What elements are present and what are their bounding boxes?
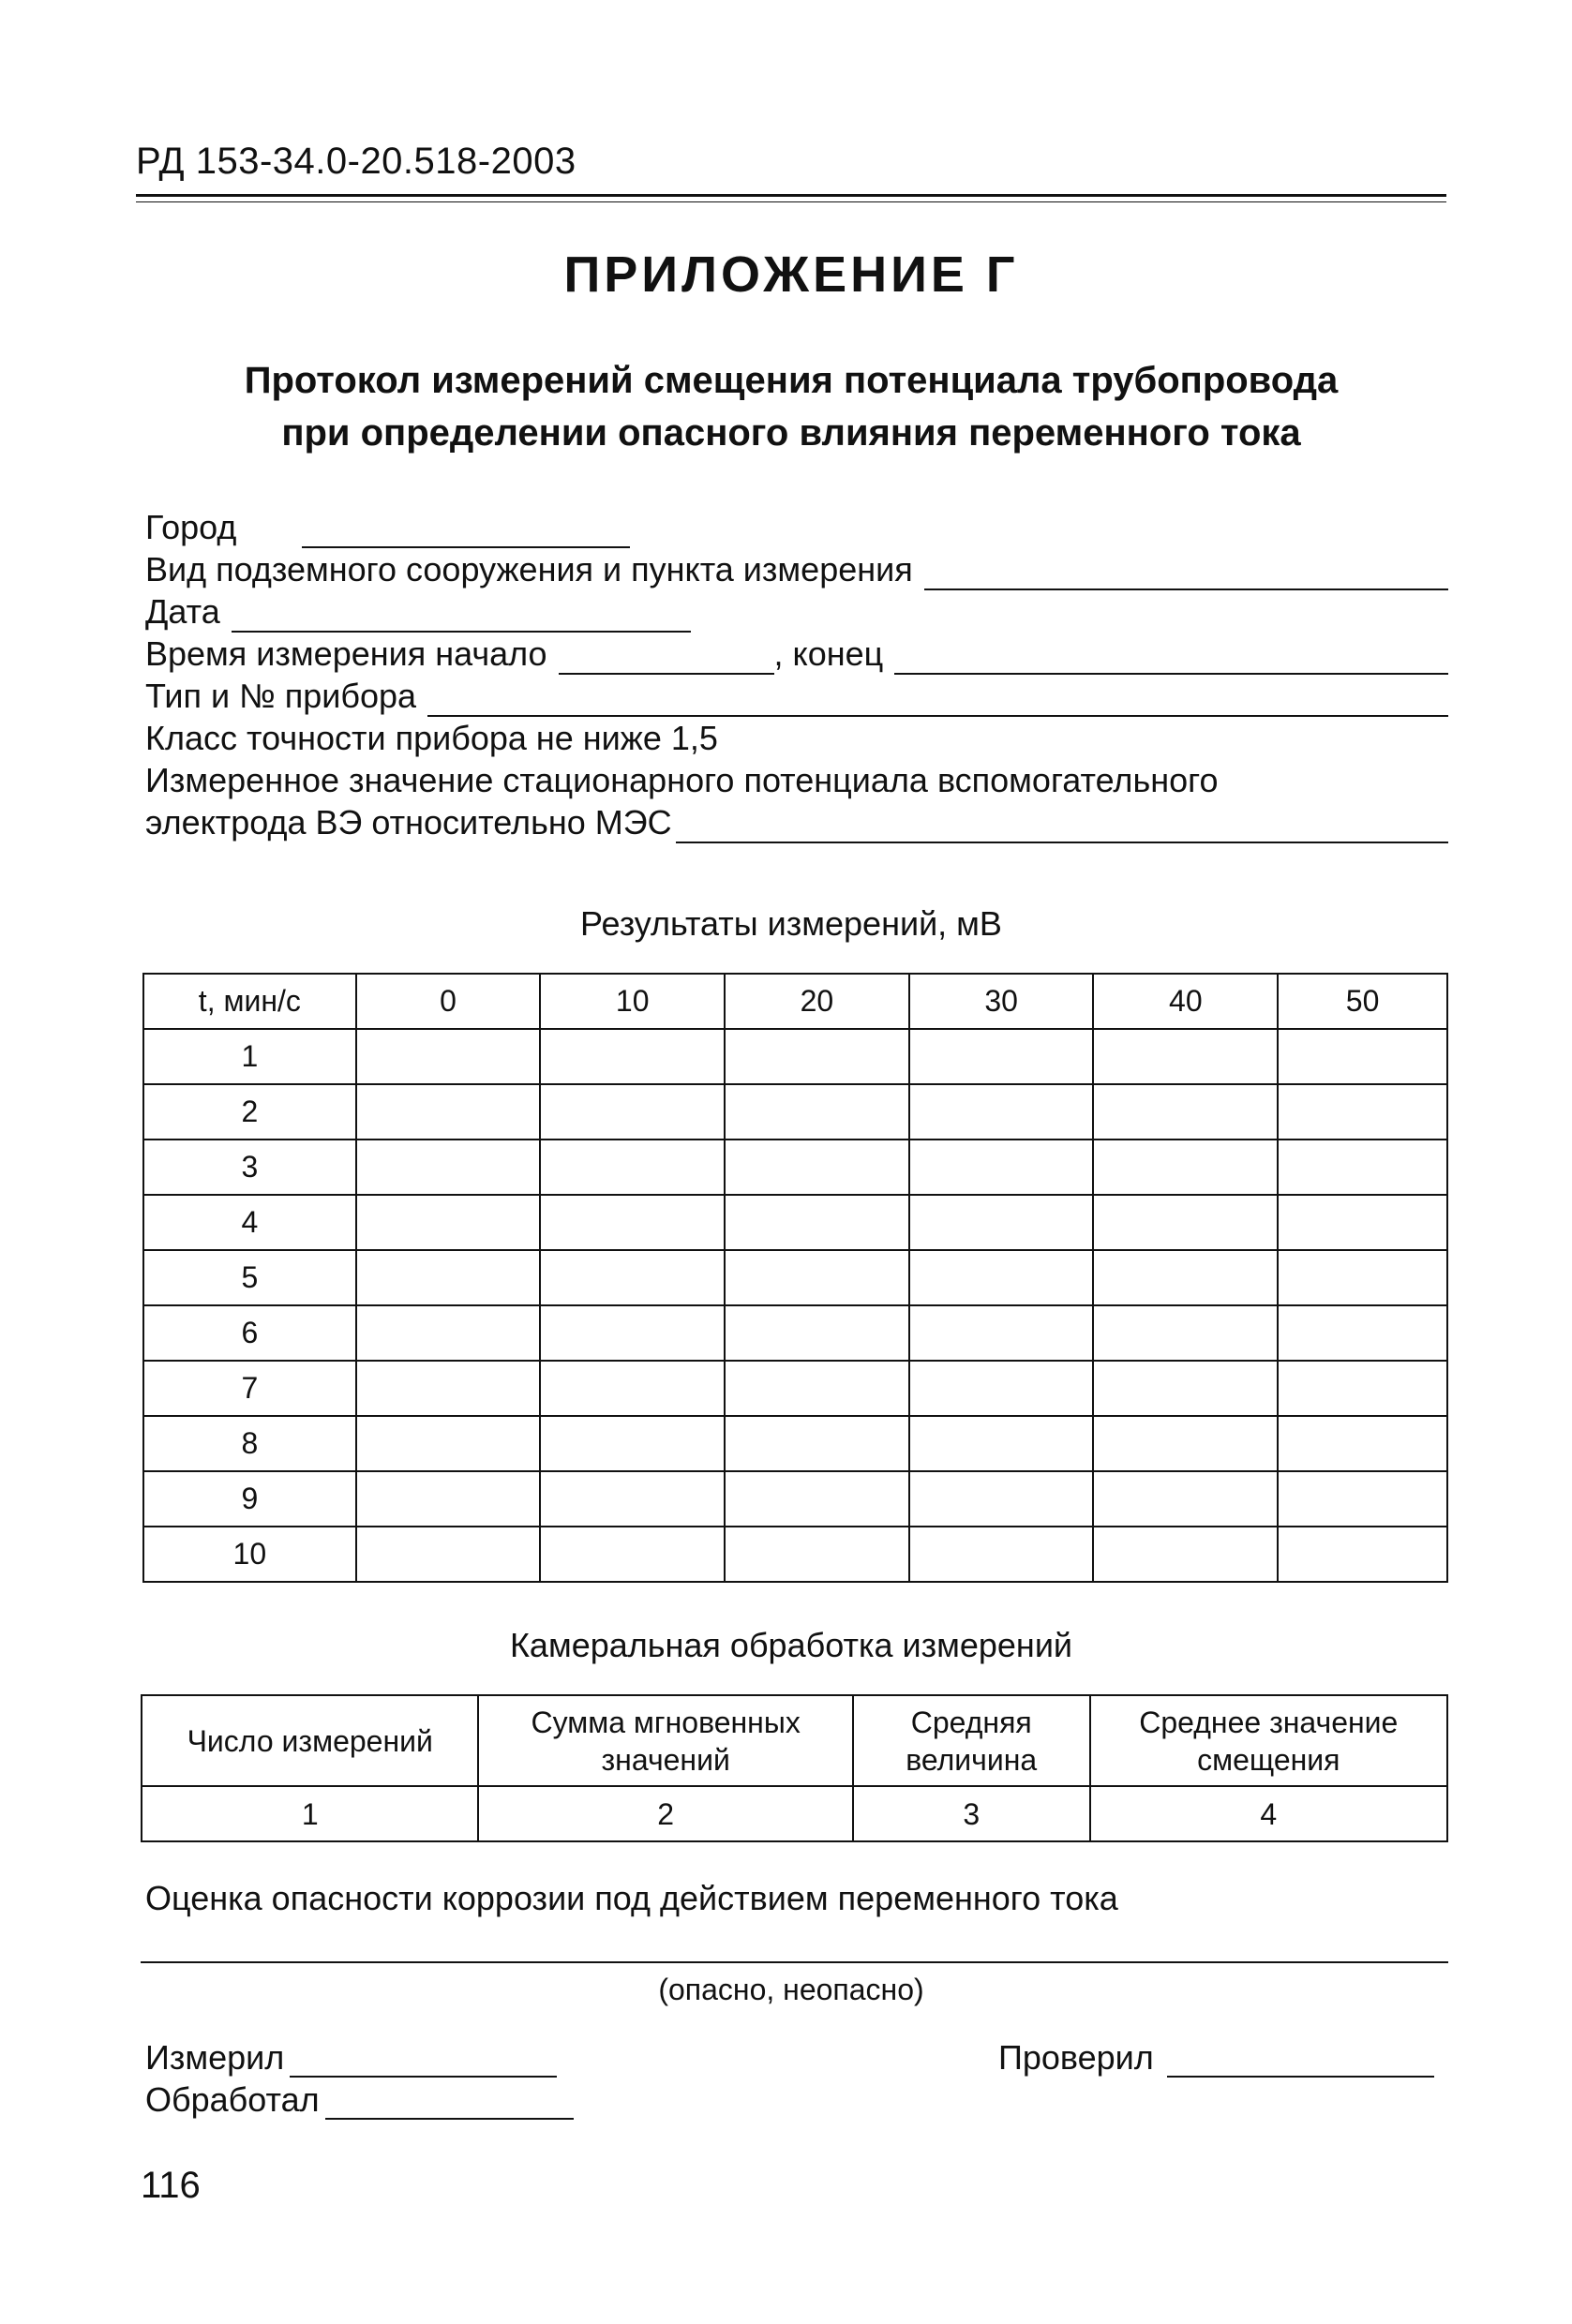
- processing-column-header: Число измерений: [142, 1695, 478, 1786]
- accuracy-text: Класс точности прибора не ниже 1,5: [145, 719, 718, 757]
- measurement-cell[interactable]: [1278, 1084, 1447, 1140]
- row-number: 5: [143, 1250, 356, 1305]
- table-row: [143, 1305, 1447, 1361]
- time-field-row: [145, 633, 1448, 675]
- results-column-header: 30: [909, 974, 1094, 1029]
- measurement-cell[interactable]: [1093, 1361, 1278, 1416]
- measurement-cell[interactable]: [540, 1250, 725, 1305]
- measurement-cell[interactable]: [356, 1471, 541, 1527]
- processing-caption: Камеральная обработка измерений: [509, 1626, 1073, 1664]
- table-row: [143, 1029, 1447, 1084]
- measurement-cell[interactable]: [1278, 1250, 1447, 1305]
- measurement-cell[interactable]: [356, 1084, 541, 1140]
- measurement-cell[interactable]: [1278, 1416, 1447, 1471]
- row-number: 10: [143, 1527, 356, 1582]
- time-start-blank[interactable]: [559, 639, 774, 675]
- measurement-cell[interactable]: [1093, 1416, 1278, 1471]
- row-number: 4: [143, 1195, 356, 1250]
- table-row: [143, 1471, 1447, 1527]
- results-column-header: 20: [725, 974, 909, 1029]
- processing-column-header: Сумма мгновенных значений: [478, 1695, 852, 1786]
- processing-column-number: 1: [142, 1786, 478, 1841]
- measurement-cell[interactable]: [1093, 1140, 1278, 1195]
- processing-header-row: [142, 1695, 1447, 1786]
- measurement-cell[interactable]: [356, 1416, 541, 1471]
- processed-by-label: Обработал: [145, 2080, 320, 2119]
- processing-column-number: 2: [478, 1786, 852, 1841]
- measurement-cell[interactable]: [725, 1527, 909, 1582]
- document-code: РД 153-34.0-20.518-2003: [136, 141, 576, 182]
- processing-number-row: [142, 1786, 1447, 1841]
- appendix-title: ПРИЛОЖЕНИЕ Г: [563, 246, 1019, 303]
- measurement-cell[interactable]: [1093, 1084, 1278, 1140]
- measurement-cell[interactable]: [356, 1527, 541, 1582]
- measurement-cell[interactable]: [1093, 1527, 1278, 1582]
- document-title: [136, 354, 1446, 459]
- table-row: [143, 1527, 1447, 1582]
- date-field-row: [145, 590, 1448, 633]
- document-title-line-1: Протокол измерений смещения потенциала трубопровода: [244, 360, 1339, 401]
- measurement-cell[interactable]: [1278, 1140, 1447, 1195]
- city-field-row: [145, 506, 1448, 548]
- measurement-cell[interactable]: [725, 1416, 909, 1471]
- time-start-label: Время измерения начало: [145, 634, 547, 673]
- measurement-cell[interactable]: [725, 1140, 909, 1195]
- measurement-cell[interactable]: [909, 1084, 1094, 1140]
- header-rule: [136, 194, 1446, 197]
- processed-by-blank[interactable]: [325, 2084, 574, 2120]
- measurement-cell[interactable]: [540, 1361, 725, 1416]
- measurement-cell[interactable]: [1093, 1471, 1278, 1527]
- results-column-header: 40: [1093, 974, 1278, 1029]
- measurement-cell[interactable]: [1278, 1305, 1447, 1361]
- row-number: 9: [143, 1471, 356, 1527]
- measurement-cell[interactable]: [540, 1140, 725, 1195]
- city-label: Город: [145, 508, 237, 546]
- city-blank[interactable]: [302, 513, 630, 548]
- row-number: 7: [143, 1361, 356, 1416]
- processing-table: [141, 1694, 1448, 1842]
- measurement-cell[interactable]: [909, 1471, 1094, 1527]
- structure-blank[interactable]: [924, 555, 1448, 590]
- potential-label-line-2: электрода ВЭ относительно МЭС: [145, 803, 672, 842]
- measurement-cell[interactable]: [725, 1084, 909, 1140]
- measurement-cell[interactable]: [1278, 1527, 1447, 1582]
- measured-by-row: [145, 2035, 557, 2078]
- table-row: [143, 1361, 1447, 1416]
- measurement-cell[interactable]: [1093, 1250, 1278, 1305]
- measured-by-label: Измерил: [145, 2038, 285, 2077]
- table-row: [143, 1416, 1447, 1471]
- measurement-cell[interactable]: [725, 1029, 909, 1084]
- measurement-cell[interactable]: [1093, 1195, 1278, 1250]
- measured-by-blank[interactable]: [290, 2042, 557, 2078]
- row-number: 8: [143, 1416, 356, 1471]
- measurement-cell[interactable]: [725, 1195, 909, 1250]
- measurement-cell[interactable]: [356, 1250, 541, 1305]
- measurement-cell[interactable]: [540, 1527, 725, 1582]
- row-number: 2: [143, 1084, 356, 1140]
- measurement-cell[interactable]: [909, 1527, 1094, 1582]
- table-row: [143, 1250, 1447, 1305]
- measurement-cell[interactable]: [725, 1471, 909, 1527]
- date-blank[interactable]: [232, 597, 691, 633]
- measurement-cell[interactable]: [540, 1305, 725, 1361]
- measurement-cell[interactable]: [540, 1029, 725, 1084]
- results-column-header: 10: [540, 974, 725, 1029]
- row-number: 1: [143, 1029, 356, 1084]
- potential-label-line-1: Измеренное значение стационарного потенциала вспомогательного: [145, 761, 1219, 799]
- measurement-cell[interactable]: [909, 1361, 1094, 1416]
- structure-label: Вид подземного сооружения и пункта измерения: [145, 550, 913, 588]
- processing-column-header: Среднее значение смещения: [1090, 1695, 1447, 1786]
- checked-by-label: Проверил: [998, 2038, 1154, 2077]
- measurement-cell[interactable]: [1278, 1029, 1447, 1084]
- measurement-cell[interactable]: [909, 1029, 1094, 1084]
- measurement-cell[interactable]: [1278, 1471, 1447, 1527]
- checked-by-row: [998, 2035, 1434, 2078]
- row-number: 6: [143, 1305, 356, 1361]
- table-row: [143, 1084, 1447, 1140]
- measurement-cell[interactable]: [540, 1471, 725, 1527]
- results-time-header: t, мин/с: [143, 974, 356, 1029]
- table-row: [143, 1140, 1447, 1195]
- header-rule-thin: [136, 201, 1446, 202]
- measurement-cell[interactable]: [909, 1195, 1094, 1250]
- processing-column-header: Средняя величина: [853, 1695, 1090, 1786]
- potential-row-1: [145, 759, 1448, 801]
- row-number: 3: [143, 1140, 356, 1195]
- results-header-row: [143, 974, 1447, 1029]
- time-end-blank[interactable]: [894, 639, 1448, 675]
- device-label: Тип и № прибора: [145, 677, 417, 715]
- measurement-cell[interactable]: [1093, 1029, 1278, 1084]
- results-caption: Результаты измерений, мВ: [580, 904, 1002, 943]
- measurement-cell[interactable]: [725, 1361, 909, 1416]
- measurement-cell[interactable]: [356, 1361, 541, 1416]
- measurement-cell[interactable]: [725, 1250, 909, 1305]
- measurement-cell[interactable]: [1278, 1361, 1447, 1416]
- accuracy-row: [145, 717, 1448, 759]
- page-number: 116: [141, 2165, 201, 2206]
- measurement-cell[interactable]: [909, 1416, 1094, 1471]
- date-label: Дата: [145, 592, 220, 631]
- checked-by-blank[interactable]: [1167, 2042, 1434, 2078]
- device-field-row: [145, 675, 1448, 717]
- assessment-blank[interactable]: [141, 1961, 1448, 1963]
- measurement-cell[interactable]: [725, 1305, 909, 1361]
- structure-field-row: [145, 548, 1448, 590]
- results-column-header: 50: [1278, 974, 1447, 1029]
- time-end-label: , конец: [773, 634, 884, 673]
- processed-by-row: [145, 2078, 574, 2120]
- measurement-cell[interactable]: [540, 1084, 725, 1140]
- measurement-cell[interactable]: [356, 1029, 541, 1084]
- measurement-cell[interactable]: [909, 1305, 1094, 1361]
- processing-column-number: 4: [1090, 1786, 1447, 1841]
- potential-row-2: [145, 801, 1448, 843]
- processing-column-number: 3: [853, 1786, 1090, 1841]
- results-column-header: 0: [356, 974, 541, 1029]
- results-table: [142, 973, 1448, 1583]
- measurement-cell[interactable]: [1093, 1305, 1278, 1361]
- device-blank[interactable]: [427, 681, 1448, 717]
- document-title-line-2: при определении опасного влияния переменного тока: [281, 412, 1301, 454]
- assessment-label: Оценка опасности коррозии под действием переменного тока: [145, 1879, 1118, 1917]
- assessment-hint: (опасно, неопасно): [658, 1973, 924, 2006]
- measurement-cell[interactable]: [356, 1140, 541, 1195]
- measurement-cell[interactable]: [540, 1416, 725, 1471]
- measurement-cell[interactable]: [540, 1195, 725, 1250]
- measurement-cell[interactable]: [356, 1195, 541, 1250]
- measurement-cell[interactable]: [909, 1250, 1094, 1305]
- table-row: [143, 1195, 1447, 1250]
- potential-blank[interactable]: [676, 808, 1448, 843]
- measurement-cell[interactable]: [909, 1140, 1094, 1195]
- measurement-cell[interactable]: [1278, 1195, 1447, 1250]
- measurement-cell[interactable]: [356, 1305, 541, 1361]
